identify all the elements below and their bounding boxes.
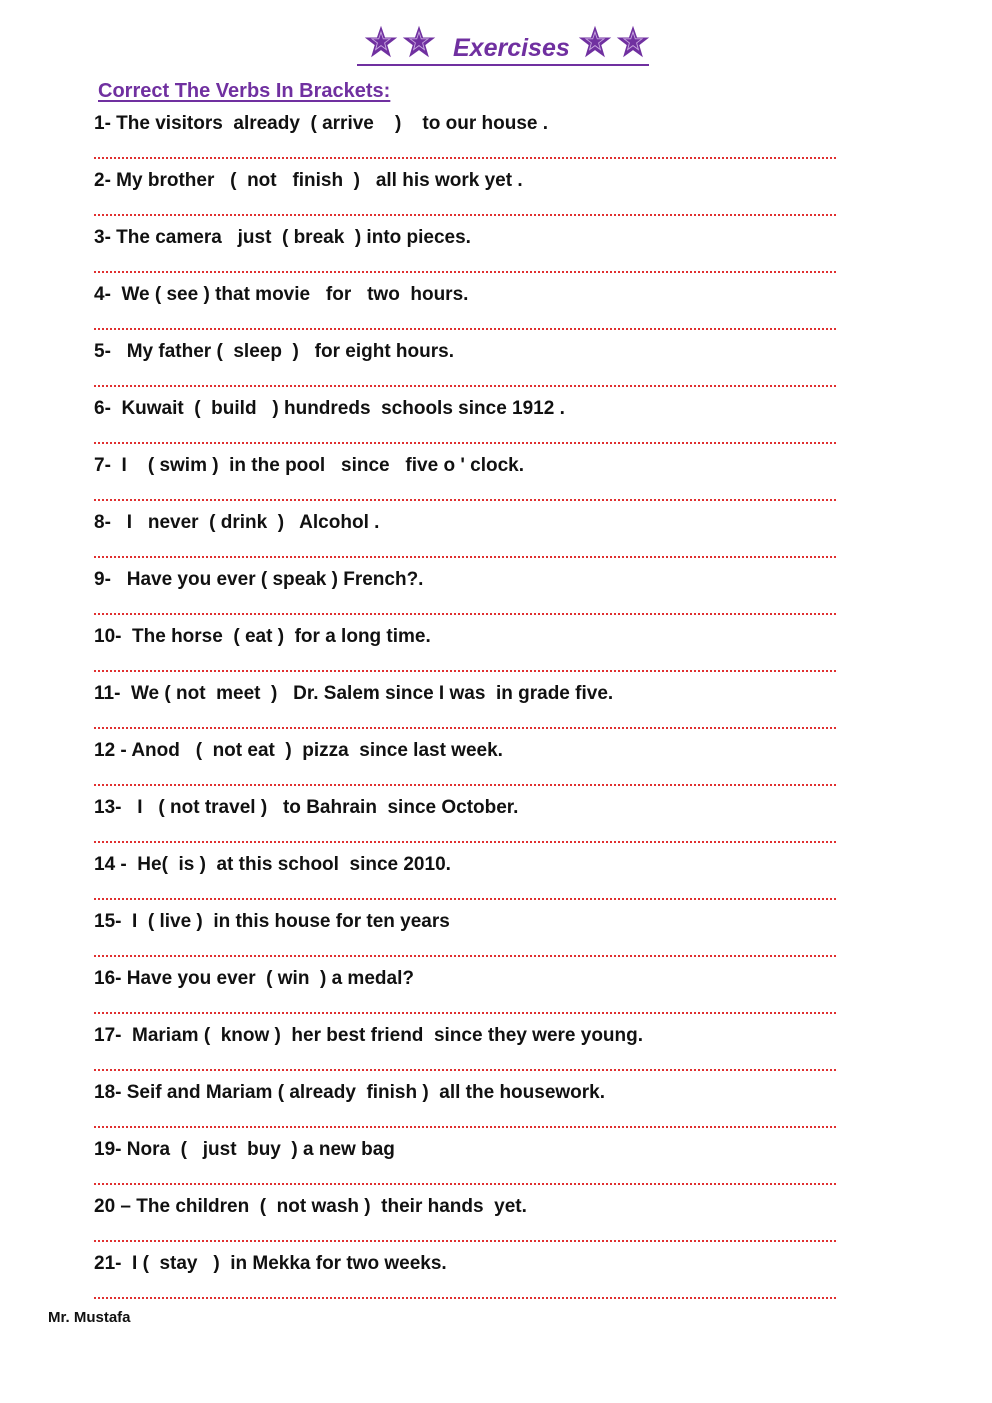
answer-line[interactable] bbox=[94, 328, 836, 330]
title-banner bbox=[357, 22, 649, 66]
answer-line[interactable] bbox=[94, 1297, 836, 1299]
answer-line[interactable] bbox=[94, 955, 836, 957]
answer-line[interactable] bbox=[94, 670, 836, 672]
answer-line[interactable] bbox=[94, 556, 836, 558]
star-icon bbox=[615, 24, 651, 60]
answer-line[interactable] bbox=[94, 499, 836, 501]
exercise-sentence: 5- My father ( sleep ) for eight hours. bbox=[94, 341, 454, 362]
answer-line[interactable] bbox=[94, 1012, 836, 1014]
exercise-sentence: 4- We ( see ) that movie for two hours. bbox=[94, 284, 469, 305]
answer-line[interactable] bbox=[94, 727, 836, 729]
exercise-sentence: 3- The camera just ( break ) into pieces. bbox=[94, 227, 471, 248]
answer-line[interactable] bbox=[94, 898, 836, 900]
answer-line[interactable] bbox=[94, 385, 836, 387]
exercise-sentence: 13- I ( not travel ) to Bahrain since October. bbox=[94, 797, 519, 818]
star-icon bbox=[363, 24, 399, 60]
exercise-sentence: 10- The horse ( eat ) for a long time. bbox=[94, 626, 431, 647]
instructions-heading: Correct The Verbs In Brackets: bbox=[98, 80, 391, 102]
exercise-sentence: 16- Have you ever ( win ) a medal? bbox=[94, 968, 414, 989]
answer-line[interactable] bbox=[94, 442, 836, 444]
exercise-sentence: 14 - He( is ) at this school since 2010. bbox=[94, 854, 451, 875]
exercise-sentence: 7- I ( swim ) in the pool since five o ' clock. bbox=[94, 455, 524, 476]
star-icon bbox=[577, 24, 613, 60]
exercise-sentence: 17- Mariam ( know ) her best friend since they were young. bbox=[94, 1025, 644, 1046]
exercise-sentence: 21- I ( stay ) in Mekka for two weeks. bbox=[94, 1253, 447, 1274]
exercise-sentence: 19- Nora ( just buy ) a new bag bbox=[94, 1139, 395, 1160]
exercise-sentence: 12 - Anod ( not eat ) pizza since last week. bbox=[94, 740, 503, 761]
answer-line[interactable] bbox=[94, 214, 836, 216]
answer-line[interactable] bbox=[94, 157, 836, 159]
exercise-sentence: 6- Kuwait ( build ) hundreds schools since 1912 . bbox=[94, 398, 565, 419]
exercise-sentence: 1- The visitors already ( arrive ) to our house . bbox=[94, 113, 549, 134]
answer-line[interactable] bbox=[94, 1183, 836, 1185]
answer-line[interactable] bbox=[94, 784, 836, 786]
page-title: Exercises bbox=[453, 34, 570, 62]
title-underline bbox=[357, 64, 649, 66]
exercise-sentence: 2- My brother ( not finish ) all his work yet . bbox=[94, 170, 523, 191]
author-footer: Mr. Mustafa bbox=[48, 1309, 131, 1326]
answer-line[interactable] bbox=[94, 1126, 836, 1128]
answer-line[interactable] bbox=[94, 613, 836, 615]
exercise-sentence: 8- I never ( drink ) Alcohol . bbox=[94, 512, 380, 533]
exercise-sentence: 20 – The children ( not wash ) their hands yet. bbox=[94, 1196, 527, 1217]
exercise-sentence: 18- Seif and Mariam ( already finish ) all the housework. bbox=[94, 1082, 606, 1103]
answer-line[interactable] bbox=[94, 841, 836, 843]
answer-line[interactable] bbox=[94, 1240, 836, 1242]
star-icon bbox=[401, 24, 437, 60]
answer-line[interactable] bbox=[94, 271, 836, 273]
answer-line[interactable] bbox=[94, 1069, 836, 1071]
exercise-sentence: 9- Have you ever ( speak ) French?. bbox=[94, 569, 424, 590]
exercise-sentence: 15- I ( live ) in this house for ten years bbox=[94, 911, 450, 932]
exercise-sentence: 11- We ( not meet ) Dr. Salem since I was in grade five. bbox=[94, 683, 614, 704]
